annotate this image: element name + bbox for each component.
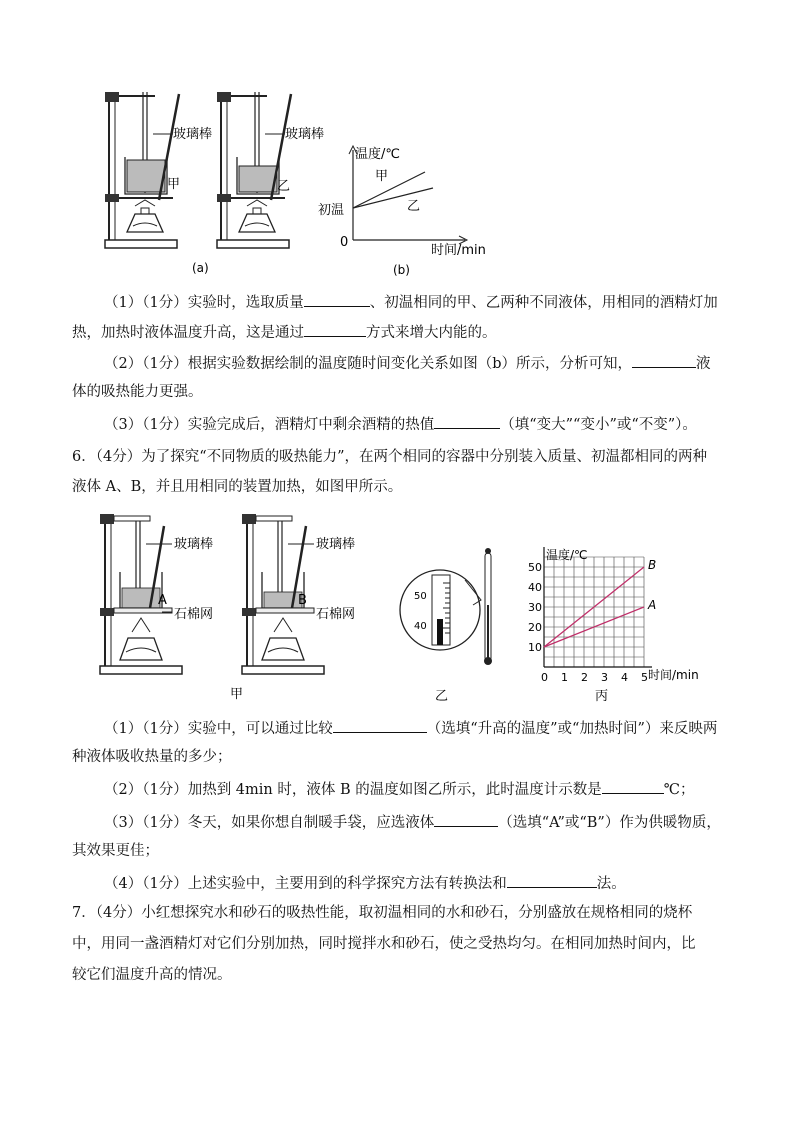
x-tick-label: 3: [601, 671, 608, 684]
q7-line1: 7．（4分）小红想探究水和砂石的吸热性能，取初温相同的水和砂石，分别盛放在规格相同的烧杯: [72, 905, 693, 921]
series-label-A: A: [648, 598, 657, 612]
q6-p2-blank[interactable]: [602, 779, 664, 794]
apparatus-A: [100, 514, 213, 674]
series-label-jia: 甲: [375, 169, 389, 184]
label-gauze-A: 石棉网: [174, 607, 214, 622]
line-yi: [353, 188, 433, 208]
chart-ticks: [528, 561, 648, 684]
x-tick-label: 2: [581, 671, 588, 684]
apparatus-yi: [217, 92, 324, 248]
label-liquid-A: A: [158, 593, 167, 608]
label-glass-rod-B: 玻璃棒: [316, 537, 356, 552]
series-label-yi: 乙: [407, 199, 421, 214]
origin-label: 0: [340, 235, 349, 250]
q6-p1-blank[interactable]: [333, 718, 427, 733]
figure-b-graph: [315, 140, 500, 280]
label-liquid-yi-a: 乙: [277, 179, 291, 194]
figure-bing-chart: [520, 545, 710, 705]
apparatus-B: [242, 514, 355, 674]
y-tick-label: 20: [528, 621, 542, 634]
q5-p2-blank[interactable]: [632, 353, 696, 368]
chart-series: [544, 558, 656, 647]
q6-stem-line2: 液体 A、B，并且用相同的装置加热，如图甲所示。: [72, 479, 403, 495]
thermo-tick-50: 50: [414, 591, 427, 602]
q7-line2: 中，用同一盏酒精灯对它们分别加热，同时搅拌水和砂石，使之受热均匀。在相同加热时间内，比: [72, 936, 696, 952]
q5-p3-blank[interactable]: [434, 414, 500, 429]
caption-bing: 丙: [595, 689, 609, 704]
x-tick-label: 0: [541, 671, 548, 684]
figure-yi-thermometer: [395, 545, 505, 705]
q5-part1-line1: （1）（1分）实验时，选取质量 、初温相同的甲、乙两种不同液体，用相同的酒精灯加: [104, 292, 718, 312]
label-liquid-B: B: [298, 593, 307, 608]
figure-jia-apparatus: [92, 508, 392, 703]
q6-part4: （4）（1分）上述实验中，主要用到的科学探究方法有转换法和 法。: [104, 873, 626, 893]
y-tick-label: 40: [528, 581, 542, 594]
caption-jia: 甲: [230, 687, 244, 702]
q5-part2-line2: 体的吸热能力更强。: [72, 384, 203, 400]
ylabel-bing: 温度/℃: [546, 548, 588, 562]
y-tick-label: 30: [528, 601, 542, 614]
caption-a: (a): [192, 261, 209, 275]
q6-p3-blank[interactable]: [434, 812, 498, 827]
x-tick-label: 5: [641, 671, 648, 684]
q5-part2-line1: （2）（1分）根据实验数据绘制的温度随时间变化关系如图（b）所示，分析可知， 液: [104, 353, 710, 373]
x-tick-label: 1: [561, 671, 568, 684]
initial-temp-label: 初温: [318, 203, 345, 218]
q5-part1-line2: 热，加热时液体温度升高，这是通过 方式来增大内能的。: [72, 322, 497, 342]
y-tick-label: 10: [528, 641, 542, 654]
xlabel-b: 时间/min: [431, 243, 486, 258]
label-liquid-jia-a: 甲: [167, 177, 181, 192]
apparatus-jia: [105, 92, 212, 248]
label-glass-rod-A: 玻璃棒: [174, 537, 214, 552]
caption-b: (b): [393, 263, 410, 277]
q5-p1-blank1[interactable]: [304, 292, 370, 307]
q7-line3: 较它们温度升高的情况。: [72, 967, 232, 983]
label-gauze-B: 石棉网: [316, 607, 356, 622]
q5-part3: （3）（1分）实验完成后，酒精灯中剩余酒精的热值 （填“变大”“变小”或“不变”）。: [104, 414, 697, 434]
label-glass-rod-a2: 玻璃棒: [285, 127, 325, 142]
xlabel-bing: 时间/min: [648, 668, 699, 682]
chart-grid: [544, 547, 652, 667]
caption-yi: 乙: [435, 689, 449, 704]
series-label-B: B: [648, 558, 657, 572]
ylabel-b: 温度/℃: [355, 147, 400, 162]
q6-part3-line2: 其效果更佳；: [72, 843, 159, 859]
q6-stem-line1: 6．（4分）为了探究“不同物质的吸热能力”，在两个相同的容器中分别装入质量、初温都相同的两种: [72, 449, 708, 465]
y-tick-label: 50: [528, 561, 542, 574]
q6-part3-line1: （3）（1分）冬天，如果你想自制暖手袋，应选液体 （选填“A”或“B”）作为供暖物质，: [104, 812, 721, 832]
label-glass-rod-a1: 玻璃棒: [173, 127, 213, 142]
q6-part1-line2: 种液体吸收热量的多少；: [72, 749, 232, 765]
figure-a-apparatus: [95, 82, 325, 282]
q6-part2: （2）（1分）加热到 4min 时，液体 B 的温度如图乙所示，此时温度计示数是 ℃；: [104, 779, 694, 799]
q5-p1-blank2[interactable]: [304, 322, 366, 337]
x-tick-label: 4: [621, 671, 628, 684]
q6-p4-blank[interactable]: [507, 873, 597, 888]
q6-part1-line1: （1）（1分）实验中，可以通过比较 （选填“升高的温度”或“加热时间”）来反映两: [104, 718, 717, 738]
thermo-tick-40: 40: [414, 621, 427, 632]
